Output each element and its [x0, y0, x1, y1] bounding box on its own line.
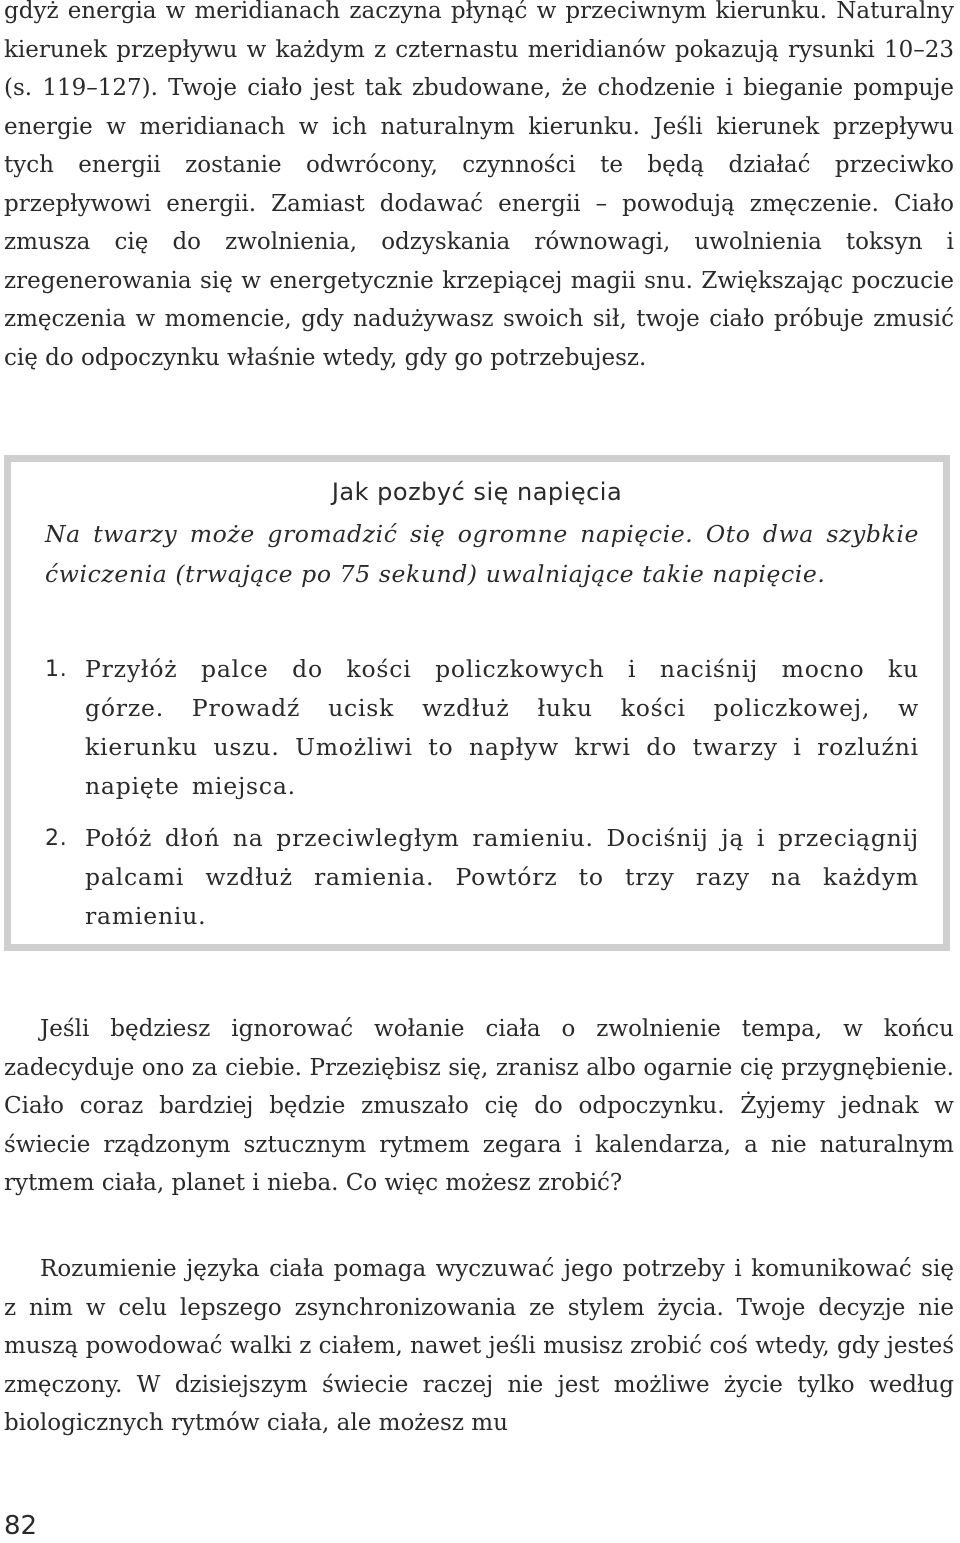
step-text: Połóż dłoń na przeciwległym ramieniu. Dociśnij ją i przeciągnij palcami wzdłuż ramienia. Powtórz to trzy razy na każdym ramieniu.: [85, 824, 919, 930]
exercise-step: [45, 650, 919, 806]
step-text: Przyłóż palce do kości policzkowych i naciśnij mocno ku górze. Prowadź ucisk wzdłuż łuku kości policzkowej, w kierunku uszu. Umożliwi to napływ krwi do twarzy i rozluźni napięte miejsca.: [85, 655, 919, 800]
box-title: Jak pozbyć się napięcia: [331, 478, 623, 506]
body-paragraph: Rozumienie języka ciała pomaga wyczuwać jego potrzeby i komunikować się z nim w celu lepszego zsynchronizowania ze stylem życia. Twoje decyzje nie muszą powodować walki z ciałem, nawet jeśli musisz zrobić coś wtedy, gdy jesteś zmęczony. W dzisiejszym świecie raczej nie jest możliwe życie tylko według biologicznych rytmów ciała, ale możesz mu: [4, 1256, 954, 1436]
step-number: 1.: [45, 657, 68, 682]
body-paragraph: Jeśli będziesz ignorować wołanie ciała o zwolnienie tempa, w końcu zadecyduje ono za ciebie. Przeziębisz się, zranisz albo ogarnie cię przygnębienie. Ciało coraz bardziej będzie zmuszało cię do odpoczynku. Żyjemy jednak w świecie rządzonym sztucznym rytmem zegara i kalendarza, a nie naturalnym rytmem ciała, planet i nieba. Co więc możesz zrobić?: [4, 1016, 954, 1196]
body-paragraph: gdyż energia w meridianach zaczyna płynąć w przeciwnym kierunku. Naturalny kierunek przepływu w każdym z czternastu meridianów pokazują rysunki 10–23 (s. 119–127). Twoje ciało jest tak zbudowane, że chodzenie i bieganie pompuje energie w meridianach w ich naturalnym kierunku. Jeśli kierunek przepływu tych energii zostanie odwrócony, czynności te będą działać przeciwko przepływowi energii. Zamiast dodawać energii – powodują zmęczenie. Ciało zmusza cię do zwolnienia, odzyskania równowagi, uwolnienia toksyn i zregenerowania się w energetycznie krzepiącej magii snu. Zwiększając poczucie zmęczenia w momencie, gdy nadużywasz swoich sił, twoje ciało próbuje zmusić cię do odpoczynku właśnie wtedy, gdy go potrzebujesz.: [4, 0, 954, 371]
step-number: 2.: [45, 826, 68, 851]
exercise-step: [45, 819, 919, 936]
box-intro: Na twarzy może gromadzić się ogromne napięcie. Oto dwa szybkie ćwiczenia (trwające po 75 sekund) uwalniające takie napięcie.: [45, 520, 919, 588]
sidebar-box: [4, 455, 950, 951]
page-number: 82: [4, 1511, 38, 1541]
